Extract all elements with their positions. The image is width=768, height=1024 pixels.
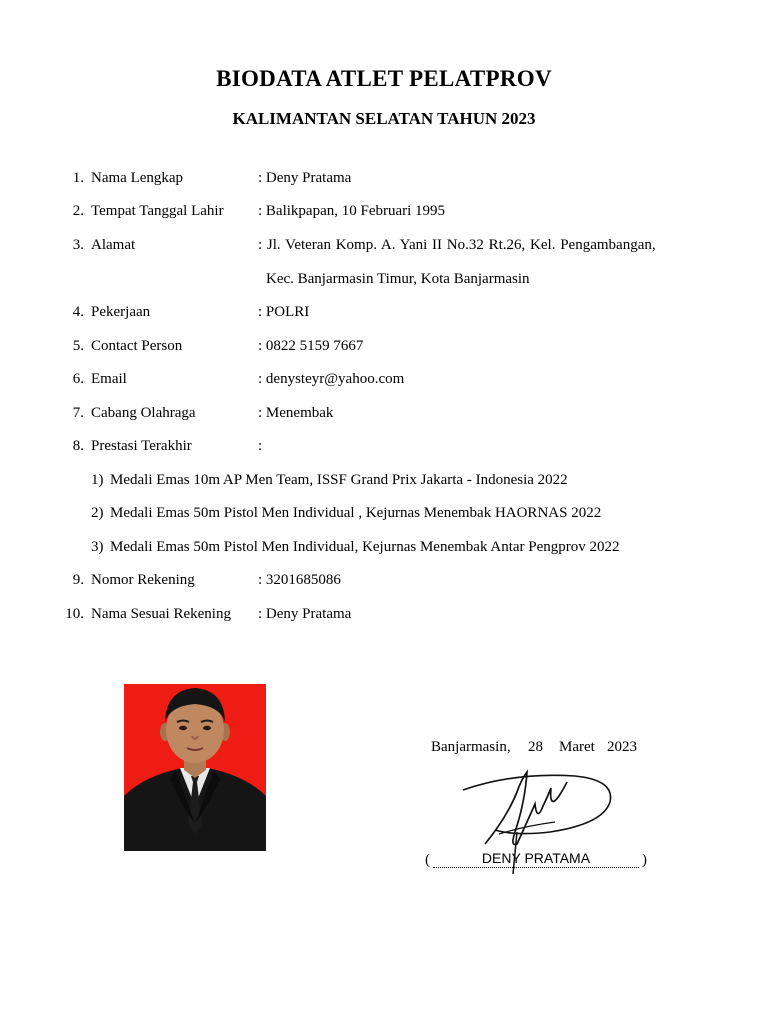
- field-value: : POLRI: [258, 304, 310, 320]
- field-number: 10.: [65, 606, 84, 622]
- field-label: Nomor Rekening: [91, 572, 195, 588]
- athlete-photo: [124, 684, 266, 851]
- field-value: : Balikpapan, 10 Februari 1995: [258, 203, 446, 219]
- field-number: 1.: [72, 170, 84, 186]
- field-value: : denysteyr@yahoo.com: [258, 371, 405, 387]
- field-number: 7.: [72, 405, 84, 421]
- signature-name: DENY PRATAMA: [481, 850, 591, 866]
- field-label: Email: [91, 371, 127, 387]
- field-number: 3.: [72, 237, 84, 253]
- field-number: 5.: [72, 338, 84, 354]
- signature-dotted-line: [433, 867, 639, 868]
- page-title: BIODATA ATLET PELATPROV: [216, 66, 552, 91]
- field-value: : Deny Pratama: [258, 170, 352, 186]
- field-label: Alamat: [91, 237, 136, 253]
- field-label: Contact Person: [91, 338, 183, 354]
- field-number: 8.: [72, 438, 84, 454]
- field-value: :: [258, 438, 263, 454]
- field-value-continuation: Kec. Banjarmasin Timur, Kota Banjarmasin: [266, 271, 530, 287]
- signature-city: Banjarmasin,: [431, 739, 511, 755]
- field-label: Tempat Tanggal Lahir: [91, 203, 224, 219]
- field-value: : 0822 5159 7667: [258, 338, 364, 354]
- achievement-text: Medali Emas 50m Pistol Men Individual, Kejurnas Menembak Antar Pengprov 2022: [110, 539, 620, 555]
- achievement-number: 2): [91, 505, 104, 521]
- field-value: : Deny Pratama: [258, 606, 352, 622]
- achievement-number: 1): [91, 472, 104, 488]
- signature-month: Maret: [559, 739, 595, 755]
- field-label: Prestasi Terakhir: [91, 438, 192, 454]
- signature-day: 28: [528, 739, 543, 755]
- field-number: 4.: [72, 304, 84, 320]
- field-value: : 3201685086: [258, 572, 341, 588]
- field-number: 6.: [72, 371, 84, 387]
- achievement-text: Medali Emas 10m AP Men Team, ISSF Grand Prix Jakarta - Indonesia 2022: [110, 472, 568, 488]
- page-subtitle: KALIMANTAN SELATAN TAHUN 2023: [232, 109, 536, 128]
- achievement-text: Medali Emas 50m Pistol Men Individual , Kejurnas Menembak HAORNAS 2022: [110, 505, 602, 521]
- field-value: : Menembak: [258, 405, 334, 421]
- field-value: : Jl. Veteran Komp. A. Yani II No.32 Rt.26, Kel. Pengambangan,: [258, 237, 656, 253]
- field-number: 9.: [72, 572, 84, 588]
- field-label: Cabang Olahraga: [91, 405, 196, 421]
- field-label: Nama Lengkap: [91, 170, 184, 186]
- field-label: Pekerjaan: [91, 304, 151, 320]
- signature-year: 2023: [607, 739, 637, 755]
- signature-close-paren: ): [642, 852, 647, 868]
- signature-open-paren: (: [425, 852, 430, 868]
- person-portrait-icon: [124, 684, 266, 851]
- achievement-number: 3): [91, 539, 104, 555]
- field-number: 2.: [72, 203, 84, 219]
- signature-name-line: [425, 850, 647, 872]
- field-label: Nama Sesuai Rekening: [91, 606, 231, 622]
